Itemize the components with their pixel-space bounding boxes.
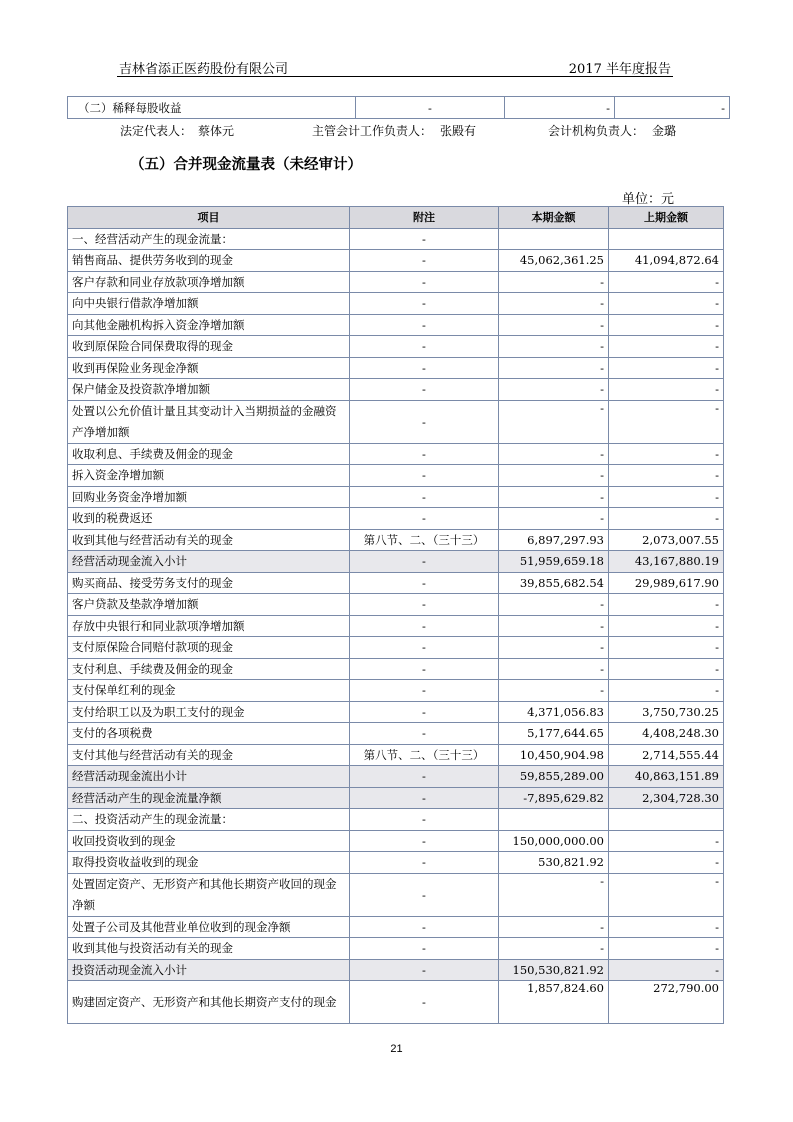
acct-org-name: 金璐	[652, 124, 677, 138]
table-row	[68, 572, 724, 594]
page-header	[117, 58, 673, 77]
row-current: -	[499, 271, 609, 293]
row-item: 收到再保险业务现金净额	[68, 357, 350, 379]
statement-title: （五）合并现金流量表（未经审计）	[130, 157, 362, 173]
row-item: 购建固定资产、无形资产和其他长期资产支付的现金	[68, 981, 350, 1024]
row-previous: -	[609, 637, 724, 659]
row-item: 购买商品、接受劳务支付的现金	[68, 572, 350, 594]
row-previous: 4,408,248.30	[609, 723, 724, 745]
table-row	[68, 314, 724, 336]
table-row	[68, 615, 724, 637]
table-row	[68, 486, 724, 508]
row-note: -	[350, 250, 499, 272]
row-note: -	[350, 508, 499, 530]
row-previous: -	[609, 400, 724, 443]
row-current: -	[499, 486, 609, 508]
row-previous: -	[609, 830, 724, 852]
row-previous: -	[615, 97, 730, 119]
row-note: -	[350, 400, 499, 443]
row-current: -	[499, 293, 609, 315]
table-row	[68, 357, 724, 379]
row-note: -	[350, 465, 499, 487]
table-row	[68, 400, 724, 443]
table-row	[68, 744, 724, 766]
row-item: 收回投资收到的现金	[68, 830, 350, 852]
company-name: 吉林省添正医药股份有限公司	[119, 62, 289, 77]
row-note: 第八节、二、（三十三）	[350, 529, 499, 551]
row-previous	[609, 809, 724, 831]
row-current: -	[505, 97, 615, 119]
row-note: -	[350, 336, 499, 358]
row-previous: -	[609, 314, 724, 336]
row-note: -	[350, 658, 499, 680]
row-previous: 3,750,730.25	[609, 701, 724, 723]
table-row	[68, 97, 730, 119]
row-current: 150,000,000.00	[499, 830, 609, 852]
row-item: 取得投资收益收到的现金	[68, 852, 350, 874]
row-previous: -	[609, 594, 724, 616]
row-note: -	[350, 938, 499, 960]
row-current	[499, 228, 609, 250]
row-item: 支付其他与经营活动有关的现金	[68, 744, 350, 766]
table-row	[68, 379, 724, 401]
row-item: 经营活动现金流入小计	[68, 551, 350, 573]
row-item: 回购业务资金净增加额	[68, 486, 350, 508]
table-row	[68, 529, 724, 551]
row-previous: 29,989,617.90	[609, 572, 724, 594]
row-current: 1,857,824.60	[499, 981, 609, 1024]
row-item: 客户贷款及垫款净增加额	[68, 594, 350, 616]
row-note: -	[350, 615, 499, 637]
row-note: -	[350, 680, 499, 702]
row-note: -	[350, 551, 499, 573]
row-note: -	[350, 443, 499, 465]
row-current	[499, 809, 609, 831]
row-previous: -	[609, 508, 724, 530]
row-item: 支付给职工以及为职工支付的现金	[68, 701, 350, 723]
table-header-row	[68, 207, 724, 229]
row-note: -	[350, 314, 499, 336]
table-row	[68, 465, 724, 487]
cash-flow-table	[67, 206, 724, 1024]
row-item: 收到原保险合同保费取得的现金	[68, 336, 350, 358]
row-item: 支付原保险合同赔付款项的现金	[68, 637, 350, 659]
row-item: 客户存款和同业存放款项净增加额	[68, 271, 350, 293]
row-previous: -	[609, 680, 724, 702]
diluted-eps-table	[67, 96, 730, 119]
row-current: 5,177,644.65	[499, 723, 609, 745]
row-item: 收到的税费返还	[68, 508, 350, 530]
row-previous: -	[609, 658, 724, 680]
row-item: 拆入资金净增加额	[68, 465, 350, 487]
row-item: 支付保单红利的现金	[68, 680, 350, 702]
row-current: -	[499, 873, 609, 916]
row-current: -	[499, 938, 609, 960]
row-item: 经营活动现金流出小计	[68, 766, 350, 788]
row-item: 向中央银行借款净增加额	[68, 293, 350, 315]
page-number: 21	[390, 1043, 403, 1055]
table-row	[68, 766, 724, 788]
row-current: -	[499, 314, 609, 336]
row-note: -	[350, 271, 499, 293]
table-row	[68, 658, 724, 680]
table-row	[68, 809, 724, 831]
row-note: -	[350, 637, 499, 659]
row-note: -	[350, 916, 499, 938]
row-note: -	[350, 594, 499, 616]
row-current: -	[499, 379, 609, 401]
row-item: 收取利息、手续费及佣金的现金	[68, 443, 350, 465]
table-row	[68, 981, 724, 1024]
row-current: 150,530,821.92	[499, 959, 609, 981]
row-previous: -	[609, 852, 724, 874]
table-row	[68, 787, 724, 809]
row-note: -	[350, 486, 499, 508]
col-previous: 上期金额	[609, 207, 724, 229]
row-current: -	[499, 443, 609, 465]
row-previous: -	[609, 615, 724, 637]
row-item: 处置以公允价值计量且其变动计入当期损益的金融资产净增加额	[68, 400, 350, 443]
row-current: 39,855,682.54	[499, 572, 609, 594]
row-item: 收到其他与投资活动有关的现金	[68, 938, 350, 960]
row-label: （二）稀释每股收益	[68, 97, 356, 119]
row-note: -	[350, 766, 499, 788]
row-previous: -	[609, 465, 724, 487]
row-current: -	[499, 916, 609, 938]
row-previous: -	[609, 293, 724, 315]
row-item: 销售商品、提供劳务收到的现金	[68, 250, 350, 272]
row-previous: 40,863,151.89	[609, 766, 724, 788]
row-note: -	[350, 830, 499, 852]
row-previous: 2,073,007.55	[609, 529, 724, 551]
table-row	[68, 916, 724, 938]
row-previous: 2,714,555.44	[609, 744, 724, 766]
row-current: -7,895,629.82	[499, 787, 609, 809]
currency-unit: 单位：元	[622, 192, 675, 207]
row-current: -	[499, 400, 609, 443]
row-item: 存放中央银行和同业款项净增加额	[68, 615, 350, 637]
row-current: 10,450,904.98	[499, 744, 609, 766]
row-item: 投资活动现金流入小计	[68, 959, 350, 981]
col-item: 项目	[68, 207, 350, 229]
row-current: -	[499, 465, 609, 487]
report-name: 2017 半年度报告	[568, 62, 671, 77]
row-note: -	[350, 809, 499, 831]
row-note: 第八节、二、（三十三）	[350, 744, 499, 766]
row-item: 经营活动产生的现金流量净额	[68, 787, 350, 809]
row-previous: -	[609, 486, 724, 508]
row-note: -	[356, 97, 505, 119]
row-note: -	[350, 293, 499, 315]
row-current: -	[499, 680, 609, 702]
row-item: 一、经营活动产生的现金流量：	[68, 228, 350, 250]
table-row	[68, 271, 724, 293]
row-current: 51,959,659.18	[499, 551, 609, 573]
col-note: 附注	[350, 207, 499, 229]
row-item: 二、投资活动产生的现金流量：	[68, 809, 350, 831]
table-row	[68, 594, 724, 616]
row-item: 支付的各项税费	[68, 723, 350, 745]
table-row	[68, 336, 724, 358]
row-note: -	[350, 959, 499, 981]
row-previous: 41,094,872.64	[609, 250, 724, 272]
row-current: -	[499, 615, 609, 637]
row-current: -	[499, 336, 609, 358]
row-current: -	[499, 658, 609, 680]
table-row	[68, 680, 724, 702]
row-previous: -	[609, 938, 724, 960]
row-previous: -	[609, 873, 724, 916]
acct-head-label: 主管会计工作负责人：	[312, 124, 433, 138]
row-note: -	[350, 357, 499, 379]
row-item: 处置固定资产、无形资产和其他长期资产收回的现金净额	[68, 873, 350, 916]
row-current: 4,371,056.83	[499, 701, 609, 723]
table-row	[68, 551, 724, 573]
table-row	[68, 228, 724, 250]
row-previous	[609, 228, 724, 250]
row-previous: -	[609, 443, 724, 465]
row-item: 保户储金及投资款净增加额	[68, 379, 350, 401]
table-row	[68, 873, 724, 916]
row-previous: -	[609, 357, 724, 379]
row-item: 收到其他与经营活动有关的现金	[68, 529, 350, 551]
acct-org-label: 会计机构负责人：	[548, 124, 645, 138]
legal-rep-label: 法定代表人：	[120, 124, 193, 138]
table-row	[68, 723, 724, 745]
row-note: -	[350, 981, 499, 1024]
row-previous: 272,790.00	[609, 981, 724, 1024]
row-note: -	[350, 723, 499, 745]
table-row	[68, 637, 724, 659]
col-current: 本期金额	[499, 207, 609, 229]
row-item: 向其他金融机构拆入资金净增加额	[68, 314, 350, 336]
row-current: 59,855,289.00	[499, 766, 609, 788]
row-note: -	[350, 572, 499, 594]
table-row	[68, 250, 724, 272]
table-row	[68, 443, 724, 465]
acct-head-name: 张殿有	[440, 124, 477, 138]
row-previous: -	[609, 336, 724, 358]
row-note: -	[350, 228, 499, 250]
row-current: -	[499, 594, 609, 616]
row-item: 处置子公司及其他营业单位收到的现金净额	[68, 916, 350, 938]
row-previous: -	[609, 379, 724, 401]
row-current: -	[499, 508, 609, 530]
legal-rep-name: 蔡体元	[198, 124, 235, 138]
row-current: -	[499, 637, 609, 659]
table-row	[68, 508, 724, 530]
row-previous: 43,167,880.19	[609, 551, 724, 573]
table-row	[68, 852, 724, 874]
row-note: -	[350, 787, 499, 809]
row-current: 6,897,297.93	[499, 529, 609, 551]
row-note: -	[350, 379, 499, 401]
row-current: 45,062,361.25	[499, 250, 609, 272]
row-previous: -	[609, 959, 724, 981]
row-item: 支付利息、手续费及佣金的现金	[68, 658, 350, 680]
table-row	[68, 938, 724, 960]
row-current: 530,821.92	[499, 852, 609, 874]
table-row	[68, 959, 724, 981]
row-previous: 2,304,728.30	[609, 787, 724, 809]
table-row	[68, 293, 724, 315]
row-note: -	[350, 701, 499, 723]
row-previous: -	[609, 916, 724, 938]
row-note: -	[350, 873, 499, 916]
row-current: -	[499, 357, 609, 379]
row-note: -	[350, 852, 499, 874]
row-previous: -	[609, 271, 724, 293]
table-row	[68, 830, 724, 852]
table-row	[68, 701, 724, 723]
